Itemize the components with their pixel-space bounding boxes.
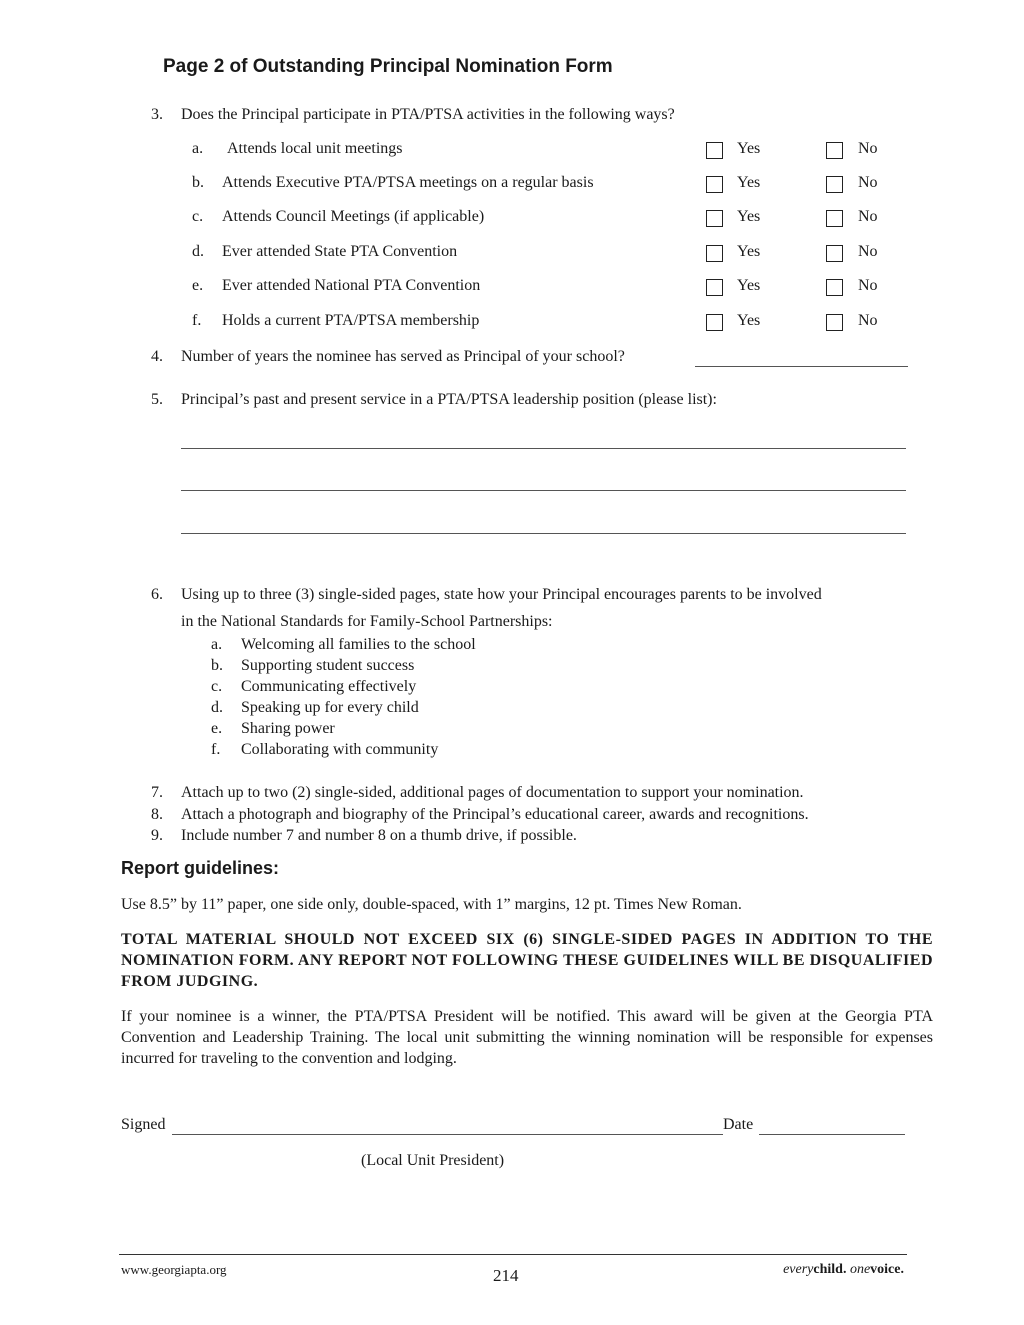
q3-item-b (0, 174, 1024, 196)
footer-url: www.georgiapta.org (121, 1262, 227, 1277)
question-number: 8. (151, 805, 163, 823)
signature-caption: (Local Unit President) (361, 1152, 505, 1169)
item-letter: c. (192, 208, 204, 225)
question-text: Principal’s past and present service in a PTA/PTSA leadership position (please list): (181, 391, 717, 408)
no-checkbox[interactable] (826, 176, 843, 193)
question-text: Attach up to two (2) single-sided, additional pages of documentation to support your nomination. (181, 784, 804, 801)
slogan-child: child. (813, 1262, 847, 1277)
q3-item-d (0, 243, 1024, 265)
item-text: Collaborating with community (241, 741, 439, 758)
winner-notice: If your nominee is a winner, the PTA/PTSA President will be notified. This award will be given at the Georgia PTA Convention and Leadership Training. The local unit submitting the winning nomination will be responsible for expenses incurred for traveling to the convention and lodging. (121, 1008, 933, 1067)
no-label: No (858, 174, 878, 191)
yes-label: Yes (737, 277, 761, 294)
attachment-instructions (151, 782, 809, 847)
item-text: Welcoming all families to the school (241, 636, 476, 653)
item-letter: c. (211, 678, 223, 695)
yes-label: Yes (737, 243, 761, 260)
no-label: No (858, 140, 878, 157)
yes-checkbox[interactable] (706, 245, 723, 262)
question-number: 9. (151, 827, 163, 844)
item-letter: a. (192, 140, 204, 157)
item-letter: f. (192, 312, 202, 329)
item-text: Attends local unit meetings (227, 140, 403, 157)
standards-list (211, 634, 476, 760)
yes-label: Yes (737, 208, 761, 225)
list-item (211, 718, 476, 739)
no-checkbox[interactable] (826, 279, 843, 296)
item-letter: b. (211, 657, 223, 674)
question-7 (151, 782, 809, 804)
question-4 (151, 347, 625, 367)
list-item (211, 676, 476, 697)
item-letter: a. (211, 636, 223, 653)
yes-checkbox[interactable] (706, 142, 723, 159)
no-label: No (858, 208, 878, 225)
list-item (211, 655, 476, 676)
item-letter: d. (192, 243, 204, 260)
item-text: Ever attended State PTA Convention (222, 243, 458, 260)
item-text: Ever attended National PTA Convention (222, 277, 481, 294)
date-line[interactable] (759, 1134, 905, 1135)
question-number: 5. (151, 391, 163, 408)
question-number: 7. (151, 784, 163, 801)
question-number: 4. (151, 348, 163, 365)
question-3 (151, 105, 675, 125)
question-text-line-1: Using up to three (3) single-sided pages, state how your Principal encourages parents to be involved (181, 586, 822, 603)
slogan-every: every (783, 1262, 814, 1277)
question-text: Does the Principal participate in PTA/PTSA activities in the following ways? (181, 106, 675, 123)
item-letter: e. (211, 720, 223, 737)
item-letter: d. (211, 699, 223, 716)
item-text: Attends Council Meetings (if applicable) (222, 208, 485, 225)
yes-label: Yes (737, 312, 761, 329)
question-6 (151, 581, 822, 635)
item-letter: e. (192, 277, 204, 294)
question-number: 6. (151, 586, 163, 603)
no-label: No (858, 312, 878, 329)
list-item (211, 697, 476, 718)
footer-slogan (700, 1262, 904, 1278)
slogan-one: one (849, 1262, 871, 1277)
list-item (211, 739, 476, 760)
answer-line[interactable] (181, 533, 906, 534)
question-8 (151, 804, 809, 826)
yes-label: Yes (737, 174, 761, 191)
yes-checkbox[interactable] (706, 210, 723, 227)
years-answer-line[interactable] (695, 366, 908, 367)
list-item (211, 634, 476, 655)
item-text: Communicating effectively (241, 678, 417, 695)
footer-divider (119, 1254, 907, 1255)
page-title: Page 2 of Outstanding Principal Nomination Form (163, 56, 613, 77)
yes-checkbox[interactable] (706, 314, 723, 331)
yes-label: Yes (737, 140, 761, 157)
question-number: 3. (151, 106, 163, 123)
q3-item-f (0, 312, 1024, 334)
no-checkbox[interactable] (826, 245, 843, 262)
item-letter: f. (211, 741, 221, 758)
date-label: Date (723, 1116, 754, 1133)
q3-item-a (0, 140, 1024, 162)
question-text: Include number 7 and number 8 on a thumb drive, if possible. (181, 827, 577, 844)
no-label: No (858, 243, 878, 260)
q3-item-c (0, 208, 1024, 230)
question-5 (151, 390, 717, 410)
item-text: Attends Executive PTA/PTSA meetings on a regular basis (222, 174, 594, 191)
slogan-voice: voice. (870, 1262, 904, 1277)
no-checkbox[interactable] (826, 314, 843, 331)
answer-line[interactable] (181, 490, 906, 491)
answer-line[interactable] (181, 448, 906, 449)
signed-label: Signed (121, 1116, 166, 1133)
signature-line[interactable] (172, 1134, 723, 1135)
question-text-line-2: in the National Standards for Family-School Partnerships: (181, 613, 553, 630)
item-text: Speaking up for every child (241, 699, 419, 716)
page-number: 214 (493, 1266, 519, 1285)
question-9 (151, 825, 809, 847)
format-guideline: Use 8.5” by 11” paper, one side only, double-spaced, with 1” margins, 12 pt. Times New Roman. (121, 896, 742, 913)
q3-item-e (0, 277, 1024, 299)
yes-checkbox[interactable] (706, 176, 723, 193)
item-text: Supporting student success (241, 657, 415, 674)
no-label: No (858, 277, 878, 294)
page-limit-warning: TOTAL MATERIAL SHOULD NOT EXCEED SIX (6) SINGLE-SIDED PAGES IN ADDITION TO THE NOMINATION FORM. ANY REPORT NOT FOLLOWING THESE GUIDELINES WILL BE DISQUALIFIED FROM JUDGING. (121, 931, 933, 990)
question-text: Number of years the nominee has served as Principal of your school? (181, 348, 625, 365)
yes-checkbox[interactable] (706, 279, 723, 296)
question-text: Attach a photograph and biography of the Principal’s educational career, awards and recognitions. (181, 805, 809, 823)
no-checkbox[interactable] (826, 210, 843, 227)
item-text: Holds a current PTA/PTSA membership (222, 312, 480, 329)
no-checkbox[interactable] (826, 142, 843, 159)
item-letter: b. (192, 174, 204, 191)
item-text: Sharing power (241, 720, 335, 737)
report-guidelines-heading: Report guidelines: (121, 858, 280, 878)
